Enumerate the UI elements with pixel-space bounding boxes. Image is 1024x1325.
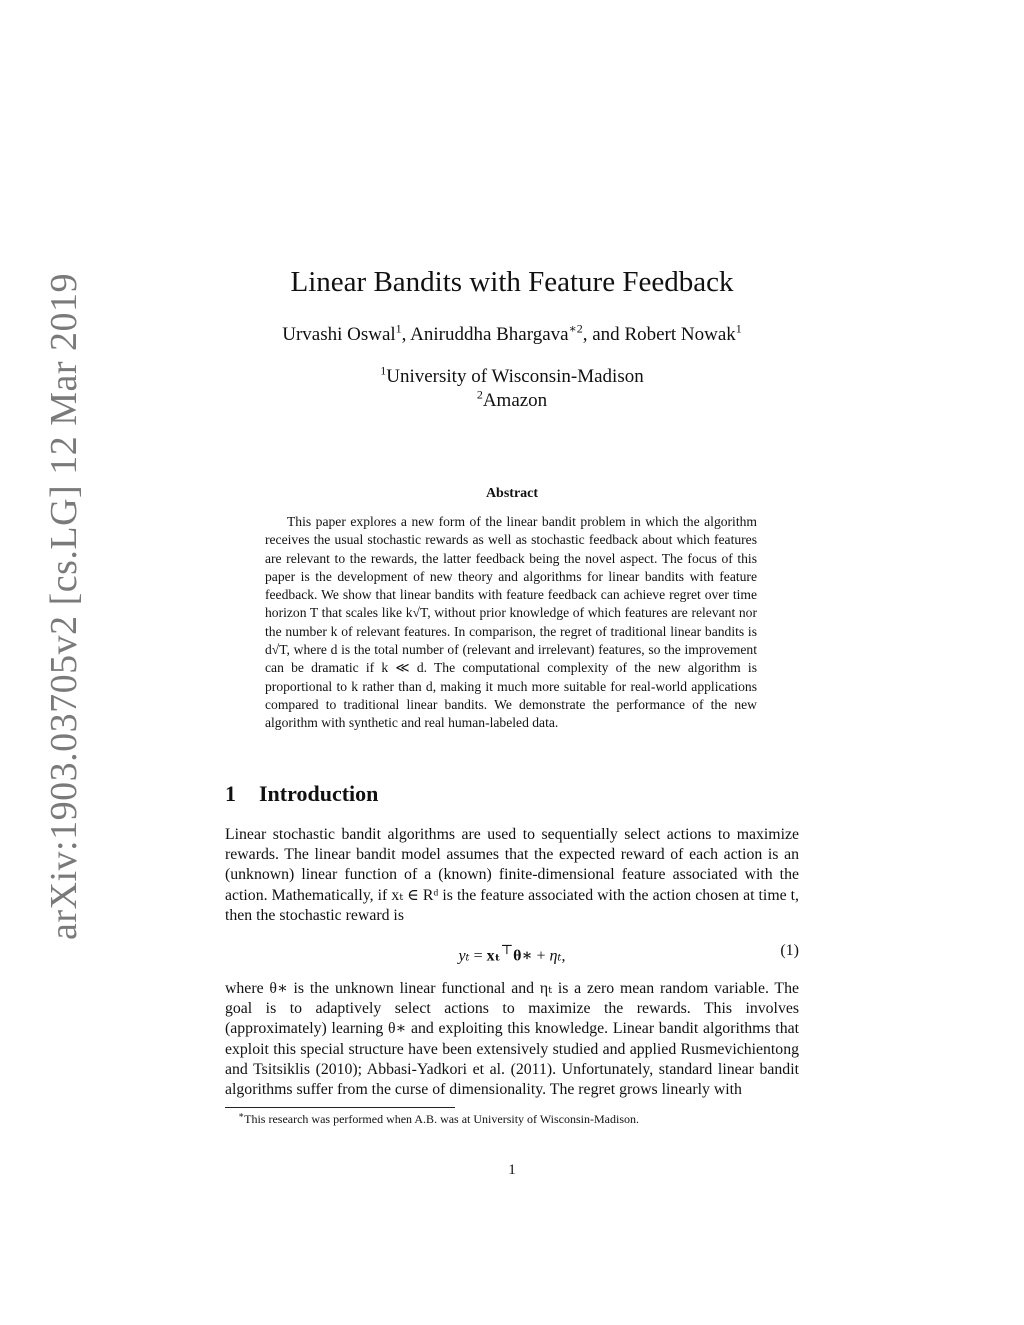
author-name: Aniruddha Bhargava: [410, 324, 569, 345]
author-affiliation-marker: ∗2: [568, 321, 583, 336]
section-number: 1: [225, 781, 236, 806]
equation-theta: θ∗: [513, 947, 533, 965]
footnote: [238, 1112, 639, 1127]
section-title: Introduction: [259, 781, 379, 806]
author-separator: , and: [582, 324, 625, 345]
equation-number: (1): [780, 942, 799, 959]
equation-noise: ηₜ: [549, 947, 562, 965]
author-affiliation-marker: 1: [735, 321, 742, 336]
equation-plus: +: [532, 947, 550, 965]
abstract-heading: Abstract: [485, 486, 539, 501]
arxiv-stamp: arXiv:1903.03705v2 [cs.LG] 12 Mar 2019: [43, 272, 85, 940]
footnote-divider: [225, 1107, 455, 1108]
equation-transpose: ⊤: [500, 942, 514, 957]
affiliation: [0, 387, 1024, 412]
affiliation: [0, 363, 1024, 388]
footnote-marker: ∗: [238, 1110, 245, 1120]
affiliation-name: University of Wisconsin-Madison: [386, 366, 644, 387]
equation-lhs: yₜ: [458, 947, 470, 965]
author-name: Robert Nowak: [624, 324, 736, 345]
affiliation-name: Amazon: [482, 390, 548, 411]
body-paragraph: Linear stochastic bandit algorithms are used to sequentially select actions to maximize rewards. The linear bandit model assumes that the expected reward of each action is an (unknown) linear function of a (known) finite-dimensional feature associated with the action. Mathematically, if xₜ ∈ Rᵈ is the feature associated with the action chosen at time t, then the stochastic reward is: [225, 826, 799, 924]
page-number: 1: [508, 1162, 516, 1178]
author-name: Urvashi Oswal: [282, 324, 396, 345]
author-list: [0, 321, 1024, 346]
footnote-text: This research was performed when A.B. was at University of Wisconsin-Madison.: [244, 1112, 639, 1126]
section-heading: [225, 781, 378, 807]
body-paragraph: where θ∗ is the unknown linear functional and ηₜ is a zero mean random variable. The goal is to adaptively select actions to maximize the rewards. This involves (approximately) learning θ∗ and exploiting this knowledge. Linear bandit algorithms that exploit this special structure have been extensively studied and applied Rusmevichientong and Tsitsiklis (2010); Abbasi-Yadkori et al. (2011). Unfortunately, standard linear bandit algorithms suffer from the curse of dimensionality. The regret grows linearly with: [225, 980, 799, 1099]
equation-feature-vector: xₜ: [486, 947, 501, 965]
abstract-body: This paper explores a new form of the linear bandit problem in which the algorithm receives the usual stochastic rewards as well as stochastic feedback about which features are relevant to the rewards, the latter feedback being the novel aspect. The focus of this paper is the development of new theory and algorithms for linear bandits with feature feedback. We show that linear bandits with feature feedback can achieve regret over time horizon T that scales like k√T, without prior knowledge of which features are relevant nor the number k of relevant features. In comparison, the regret of traditional linear bandits is d√T, where d is the total number of (relevant and irrelevant) features, so the improvement can be dramatic if k ≪ d. The computational complexity of the new algorithm is proportional to k rather than d, making it much more suitable for real-world applications compared to traditional linear bandits. We demonstrate the performance of the new algorithm with synthetic and real human-labeled data.: [265, 514, 757, 731]
affiliation-marker: 1: [380, 363, 387, 378]
equation-equals: =: [469, 947, 487, 965]
author-separator: ,: [401, 324, 411, 345]
equation-body: [225, 942, 799, 965]
affiliation-marker: 2: [476, 387, 483, 402]
paper-title: Linear Bandits with Feature Feedback: [290, 266, 734, 298]
equation-comma: ,: [561, 947, 566, 965]
author-affiliation-marker: 1: [395, 321, 402, 336]
equation: [225, 942, 799, 966]
